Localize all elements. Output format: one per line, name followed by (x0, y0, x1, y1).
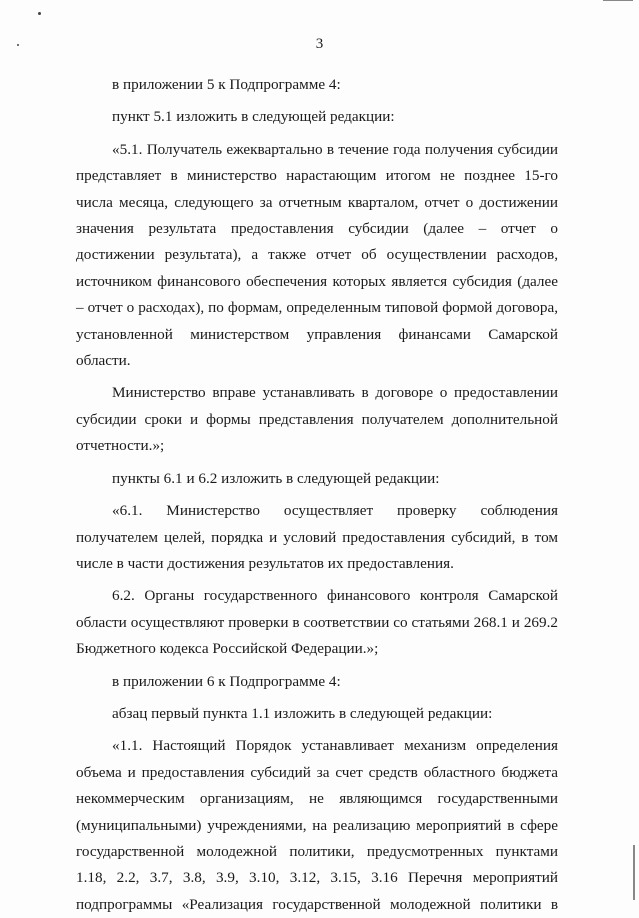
scan-dot (38, 12, 41, 15)
paragraph: пункты 6.1 и 6.2 изложить в следующей редакции: (112, 469, 440, 487)
paragraph: «1.1. Настоящий Порядок устанавливает механизм определения объема и предоставления субсидий за счет средств областного бюджета некоммерческим организациям, не являющимся государственными (муниципальными) учреждениями, на реализацию мероприятий в сфере государственной молодежной политики, предусмотренных пунктами 1.18, 2.2, 3.7, 3.8, 3.9, 3.10, 3.12, 3.15, 3.16 Перечня мероприятий подпрограммы «Реализация государственной молодежной политики в (76, 737, 558, 913)
paragraph: в приложении 5 к Подпрограмме 4: (112, 76, 341, 93)
paragraph: Министерство вправе устанавливать в договоре о предоставлении субсидии сроки и формы представления получателем дополнительной отчетности.»; (76, 384, 558, 455)
paragraph: пункт 5.1 изложить в следующей редакции: (112, 108, 395, 126)
paragraph: абзац первый пункта 1.1 изложить в следующей редакции: (112, 704, 493, 722)
document-body (76, 72, 558, 918)
scan-edge-line (603, 0, 633, 1)
paragraph: в приложении 6 к Подпрограмме 4: (112, 672, 341, 690)
paragraph: 6.2. Органы государственного финансового контроля Самарской области осуществляют проверки в соответствии со статьями 268.1 и 269.2 Бюджетного кодекса Российской Федерации.»; (76, 587, 558, 658)
paragraph: «5.1. Получатель ежеквартально в течение года получения субсидии представляет в министерство нарастающим итогом не позднее 15-го числа месяца, следующего за отчетным кварталом, отчет о достижении значения результата предоставления субсидии (далее – отчет о достижении результата), а также отчет об осуществлении расходов, источником финансового обеспечения которых является субсидия (далее – отчет о расходах), по формам, определенным типовой формой договора, установленной министерством управления финансами Самарской области. (76, 140, 558, 370)
scan-edge-line (633, 845, 635, 900)
page-number: 3 (315, 36, 324, 52)
paragraph: «6.1. Министерство осуществляет проверку соблюдения получателем целей, порядка и условий предоставления субсидий, в том числе в части достижения результатов их предоставления. (76, 502, 558, 572)
